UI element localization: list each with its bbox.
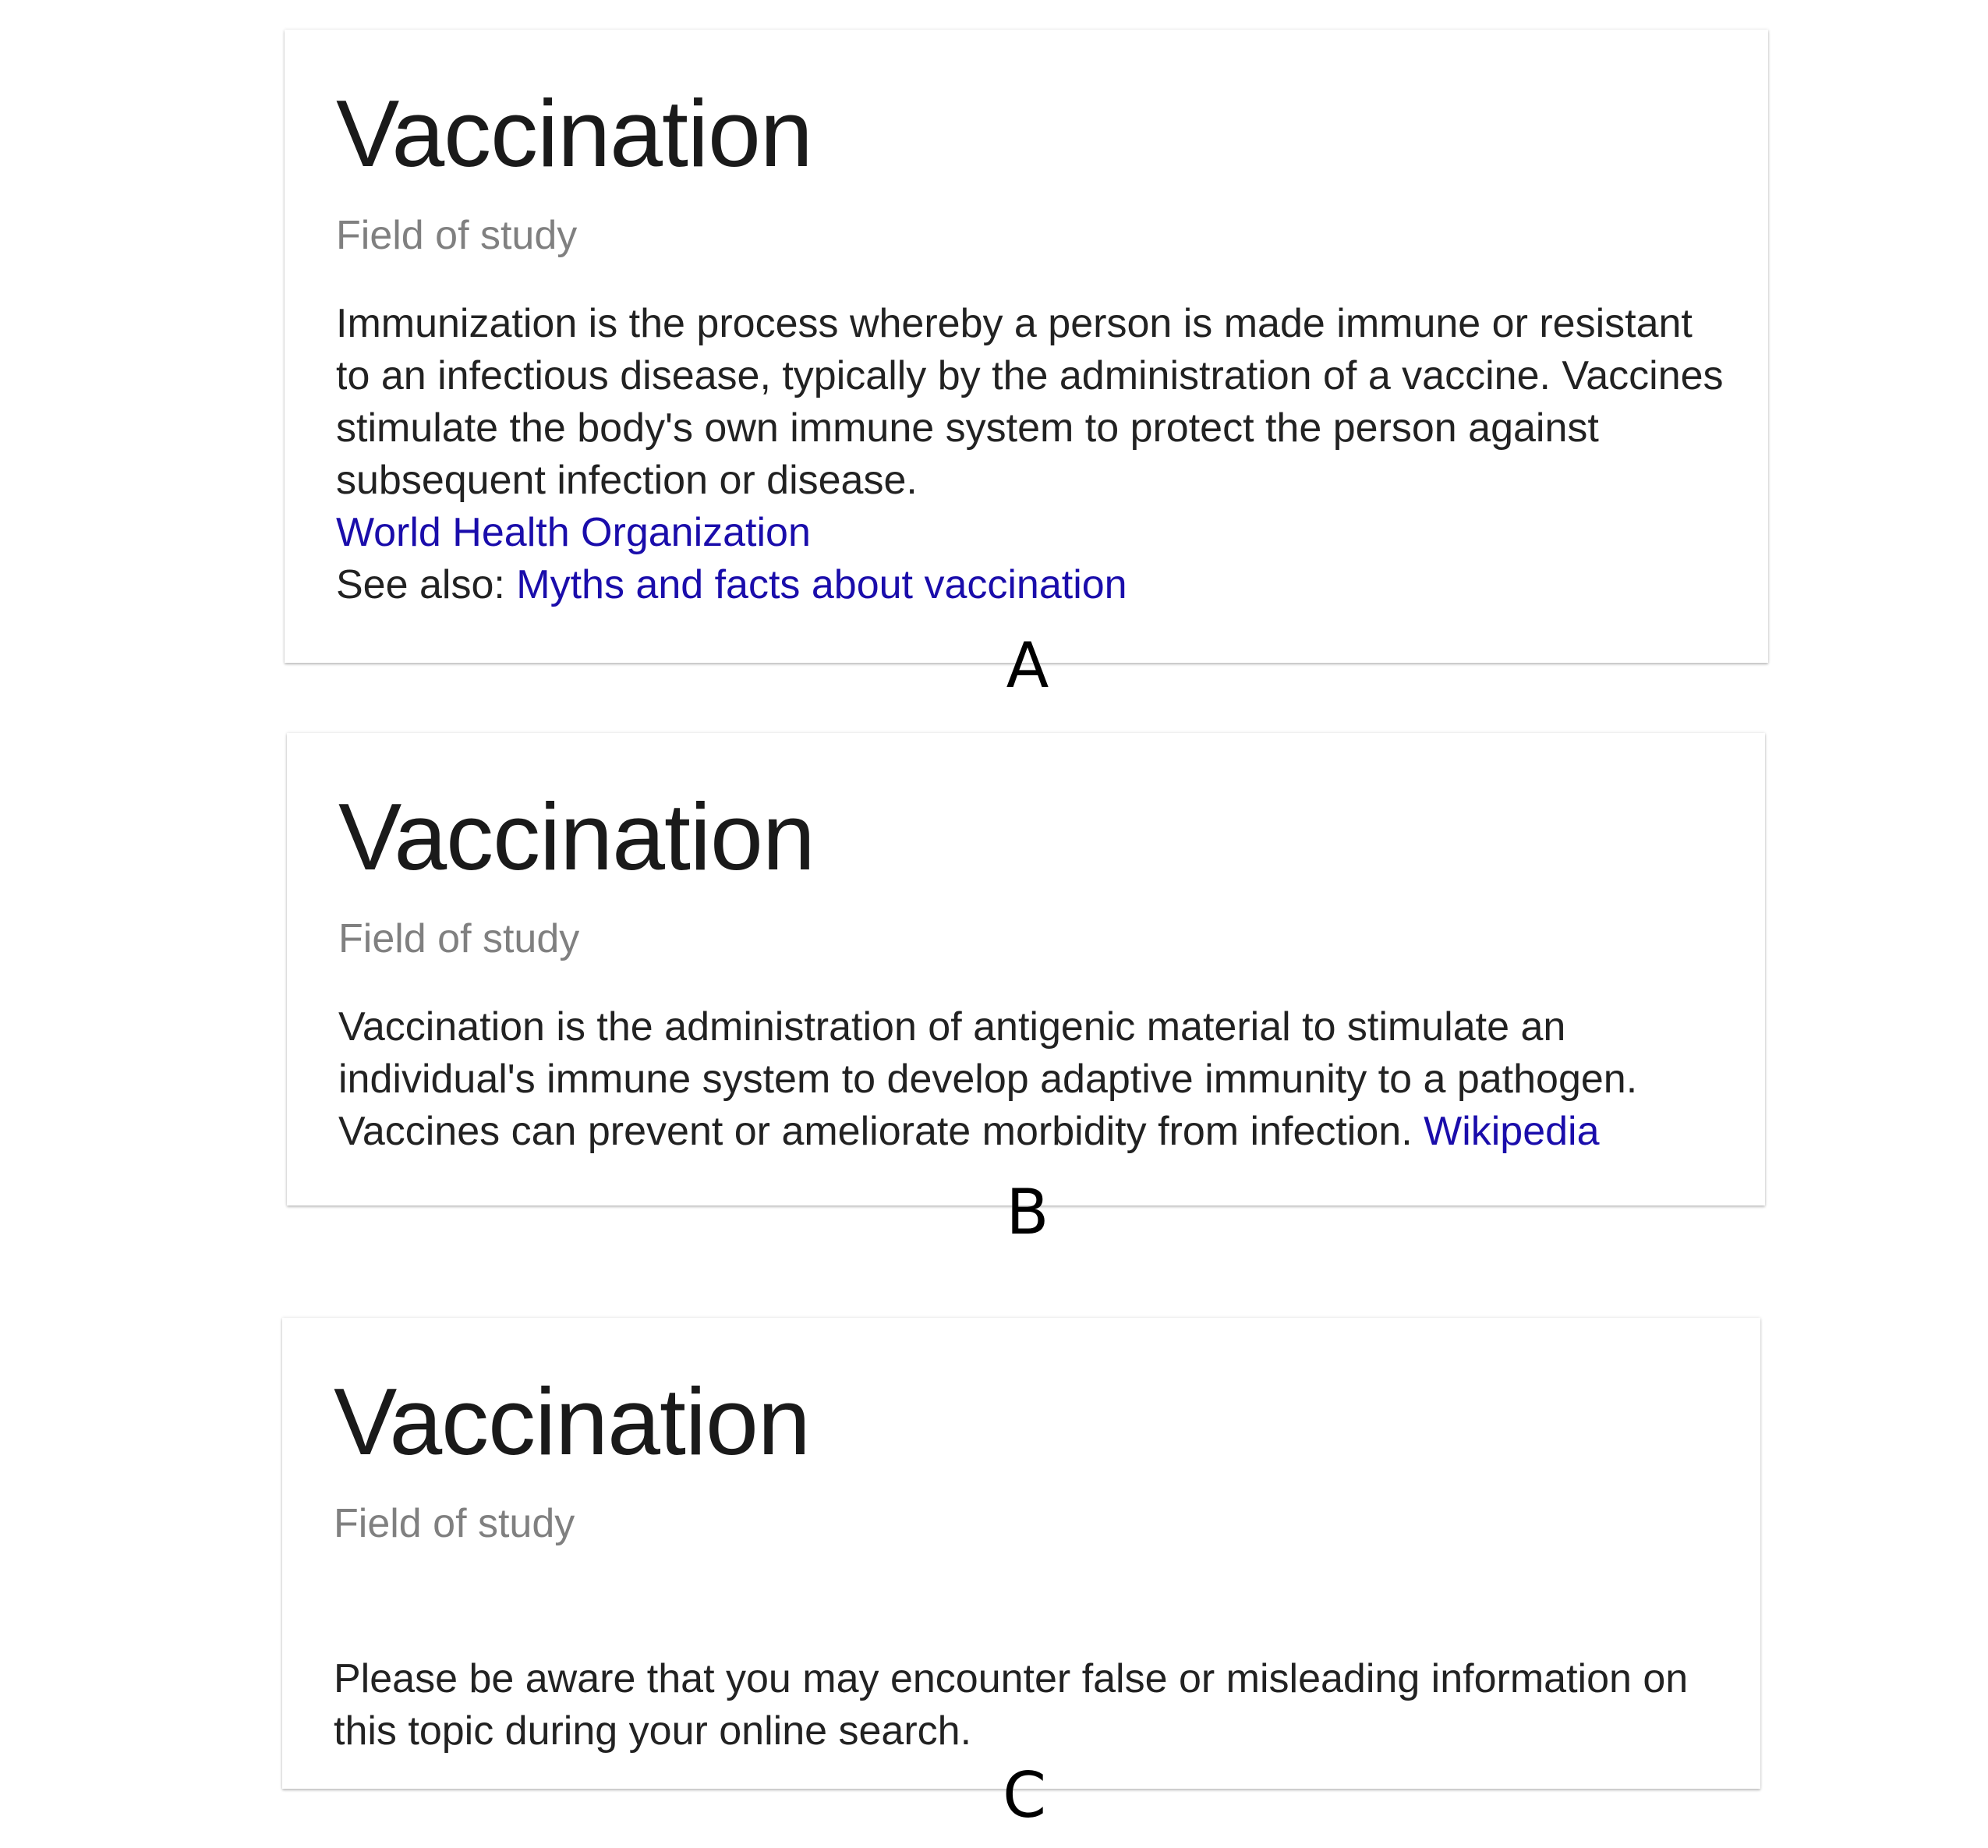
panel-description: Immunization is the process whereby a person is made immune or resistant to an infectious disease, typically by the administration of a vaccine. Vaccines stimulate the body's own immune system to protect the person against subsequent infection or disease. xyxy=(336,301,1724,503)
panel-label-a: A xyxy=(1006,629,1049,702)
knowledge-panel-a xyxy=(285,30,1768,663)
panel-subtitle: Field of study xyxy=(334,1501,575,1546)
panel-subtitle: Field of study xyxy=(338,916,580,961)
knowledge-panel-c xyxy=(282,1318,1760,1789)
panel-description: Vaccination is the administration of antigenic material to stimulate an individual's immune system to develop adaptive immunity to a pathogen. Vaccines can prevent or ameliorate morbidity from infection. xyxy=(338,1004,1638,1154)
panel-description-container xyxy=(338,1001,1734,1158)
source-link-who[interactable]: World Health Organization xyxy=(336,510,811,555)
panel-warning-text: Please be aware that you may encounter false or misleading information on this topic during your online search. xyxy=(334,1656,1689,1754)
panel-title: Vaccination xyxy=(338,784,815,890)
panel-title: Vaccination xyxy=(336,80,812,186)
panel-subtitle: Field of study xyxy=(336,213,578,258)
knowledge-panel-b xyxy=(287,733,1765,1205)
see-also-link[interactable]: Myths and facts about vaccination xyxy=(516,562,1127,607)
see-also-row xyxy=(336,559,1737,611)
source-link-wikipedia[interactable]: Wikipedia xyxy=(1424,1109,1600,1154)
panel-label-b: B xyxy=(1006,1176,1049,1248)
see-also-label: See also: xyxy=(336,562,517,607)
panel-label-c: C xyxy=(1003,1759,1046,1832)
panel-title: Vaccination xyxy=(334,1368,810,1475)
